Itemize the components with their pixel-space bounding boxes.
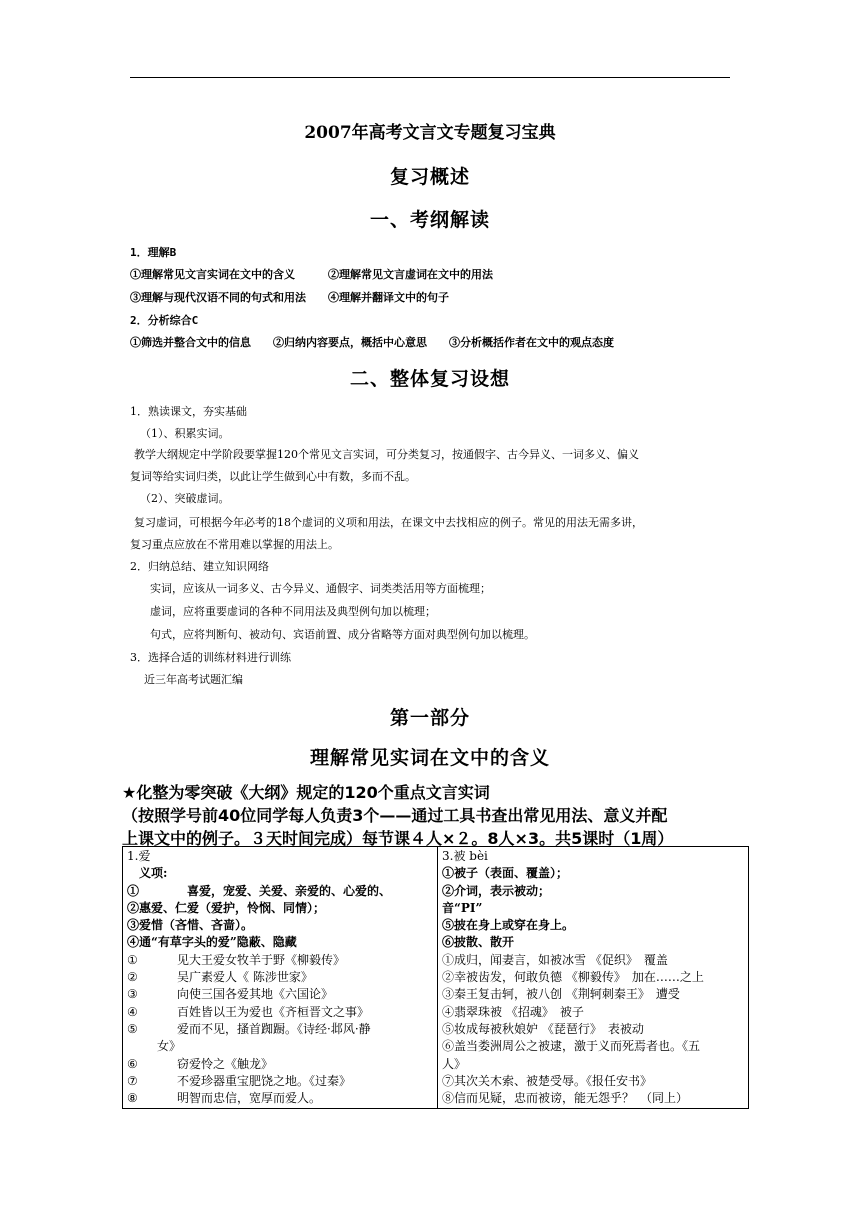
- example-item: [127, 1004, 433, 1021]
- example-item: [127, 969, 433, 986]
- word-head: 1.爱: [127, 849, 151, 863]
- plan-line: 句式，应将判断句、被动句、宾语前置、成分省略等方面对典型例句加以梳理。: [150, 628, 535, 641]
- example-number: ①: [127, 952, 138, 967]
- example-item: ⑧信而见疑，忠而被谤，能无怨乎？ （同上）: [442, 1091, 689, 1106]
- example-item: [127, 986, 433, 1003]
- meaning-item: ⑤披在身上或穿在身上。: [442, 918, 575, 933]
- plan-line: 3．选择合适的训练材料进行训练: [130, 651, 291, 664]
- plan-line: （2）、突破虚词。: [140, 492, 230, 505]
- example-number: ⑦: [127, 1073, 138, 1088]
- plan-line: 虚词，应将重要虚词的各种不同用法及典型例句加以梳理；: [150, 605, 436, 618]
- plan-line: 复词等给实词归类，以此让学生做到心中有数，多而不乱。: [130, 470, 416, 483]
- overview-heading: 复习概述: [389, 166, 470, 188]
- meaning-item: ③爱惜（吝惜、吝啬）。: [127, 918, 254, 933]
- plan-line: 复习虚词，可根据今年必考的18个虚词的义项和用法，在课文中去找相应的例子。常见的用法无需多讲，: [134, 516, 643, 529]
- meaning-item: ① 喜爱，宠爱、关爱、亲爱的、心爱的、: [127, 883, 392, 898]
- example-continuation: 女》: [157, 1039, 182, 1054]
- example-text: 不爱珍器重宝肥饶之地。《过秦》: [177, 1073, 352, 1088]
- vocab-table: [122, 846, 749, 1109]
- plan-line: 复习重点应放在不常用难以掌握的用法上。: [130, 538, 339, 551]
- example-item: [127, 1056, 433, 1073]
- example-number: ③: [127, 987, 138, 1002]
- example-item: [127, 1073, 433, 1090]
- example-continuation: 人》: [442, 1056, 467, 1071]
- word-cell-bei: [438, 847, 749, 1109]
- meaning-item: ①被子（表面、覆盖）；: [442, 866, 569, 881]
- example-item: ④翡翠珠被 《招魂》 被子: [442, 1004, 584, 1019]
- part1-heading: 第一部分: [389, 707, 470, 729]
- example-item: ③秦王复击轲，被八创 《荆轲刺秦王》 遭受: [442, 987, 680, 1002]
- example-number: ⑥: [127, 1056, 138, 1071]
- plan-line: 2．归纳总结、建立知识网络: [130, 560, 269, 573]
- example-text: 百姓皆以王为爱也《齐桓晋文之事》: [177, 1004, 370, 1019]
- word-cell-ai: [123, 847, 438, 1109]
- plan-line: 1．熟读课文，夯实基础: [130, 405, 247, 418]
- example-number: ⑤: [127, 1021, 138, 1036]
- example-text: 吴广素爱人《 陈涉世家》: [177, 970, 313, 985]
- document-title: 2007年高考文言文专题复习宝典: [304, 123, 556, 143]
- task-line: 上课文中的例子。３天时间完成）每节课４人×２。8人×3。共5课时（1周）: [122, 829, 674, 848]
- example-item: ⑤妆成每被秋娘妒 《琵琶行》 表被动: [442, 1021, 644, 1036]
- plan-line: （1）、积累实词。: [140, 427, 230, 440]
- meanings-label: 义项:: [139, 866, 168, 881]
- task-line: （按照学号前40位同学每人负责3个——通过工具书查出常见用法、意义并配: [122, 806, 668, 825]
- meaning-item: ②惠爱、仁爱（爱护，怜悯、同情）；: [127, 900, 326, 915]
- example-item: ⑦其次关木索、被楚受辱。《报任安书》: [442, 1073, 653, 1088]
- star-line: ★化整为零突破《大纲》规定的120个重点文言实词: [122, 783, 490, 802]
- example-text: 窃爱怜之《触龙》: [177, 1056, 274, 1071]
- example-item: [127, 1021, 433, 1038]
- table-row: [123, 847, 749, 1109]
- example-number: ②: [127, 970, 138, 985]
- syllabus-line: ①理解常见文言实词在文中的含义 ②理解常见文言虚词在文中的用法: [130, 268, 493, 281]
- syllabus-line: ①筛选并整合文中的信息 ②归纳内容要点，概括中心意思 ③分析概括作者在文中的观点态度: [130, 336, 614, 349]
- example-text: 明智而忠信，宽厚而爱人。: [177, 1091, 322, 1106]
- meaning-item: ②介词，表示被动；: [442, 883, 551, 898]
- meaning-item: ⑥披散、散开: [442, 935, 515, 950]
- plan-line: 近三年高考试题汇编: [144, 673, 243, 686]
- syllabus-line: ③理解与现代汉语不同的句式和用法 ④理解并翻译文中的句子: [130, 291, 449, 304]
- meaning-item: 音“PI”: [442, 900, 483, 915]
- plan-line: 教学大纲规定中学阶段要掌握120个常见文言实词，可分类复习，按通假字、古今异义、一词多义、偏义: [134, 448, 639, 461]
- header-rule: [130, 77, 730, 78]
- example-item: [127, 1090, 433, 1107]
- section1-heading: 一、考纲解读: [369, 209, 490, 231]
- word-head: 3.被 bèi: [442, 849, 488, 863]
- plan-line: 实词，应该从一词多义、古今异义、通假字、词类类活用等方面梳理；: [150, 582, 491, 595]
- example-text: 见大王爱女牧羊于野《柳毅传》: [177, 952, 346, 967]
- example-text: 爱而不见，搔首踟蹰。《诗经·邶风·静: [177, 1021, 371, 1036]
- example-item: ②幸被齿发，何敢负德 《柳毅传》 加在……之上: [442, 970, 704, 985]
- example-item: ①成归，闻妻言，如被冰雪 《促织》 覆盖: [442, 952, 668, 967]
- example-item: [127, 952, 433, 969]
- example-number: ④: [127, 1004, 138, 1019]
- meaning-item: ④通“有草字头的爱”隐蔽、隐藏: [127, 935, 297, 950]
- example-number: ⑧: [127, 1091, 138, 1106]
- section2-heading: 二、整体复习设想: [349, 368, 510, 390]
- syllabus-line: 1．理解B: [130, 246, 177, 259]
- part1-subheading: 理解常见实词在文中的含义: [309, 747, 550, 769]
- example-text: 向使三国各爱其地《六国论》: [177, 987, 334, 1002]
- example-item: ⑥盖当娄洲周公之被逮，激于义而死焉者也。《五: [442, 1039, 701, 1054]
- syllabus-line: 2．分析综合C: [130, 314, 199, 327]
